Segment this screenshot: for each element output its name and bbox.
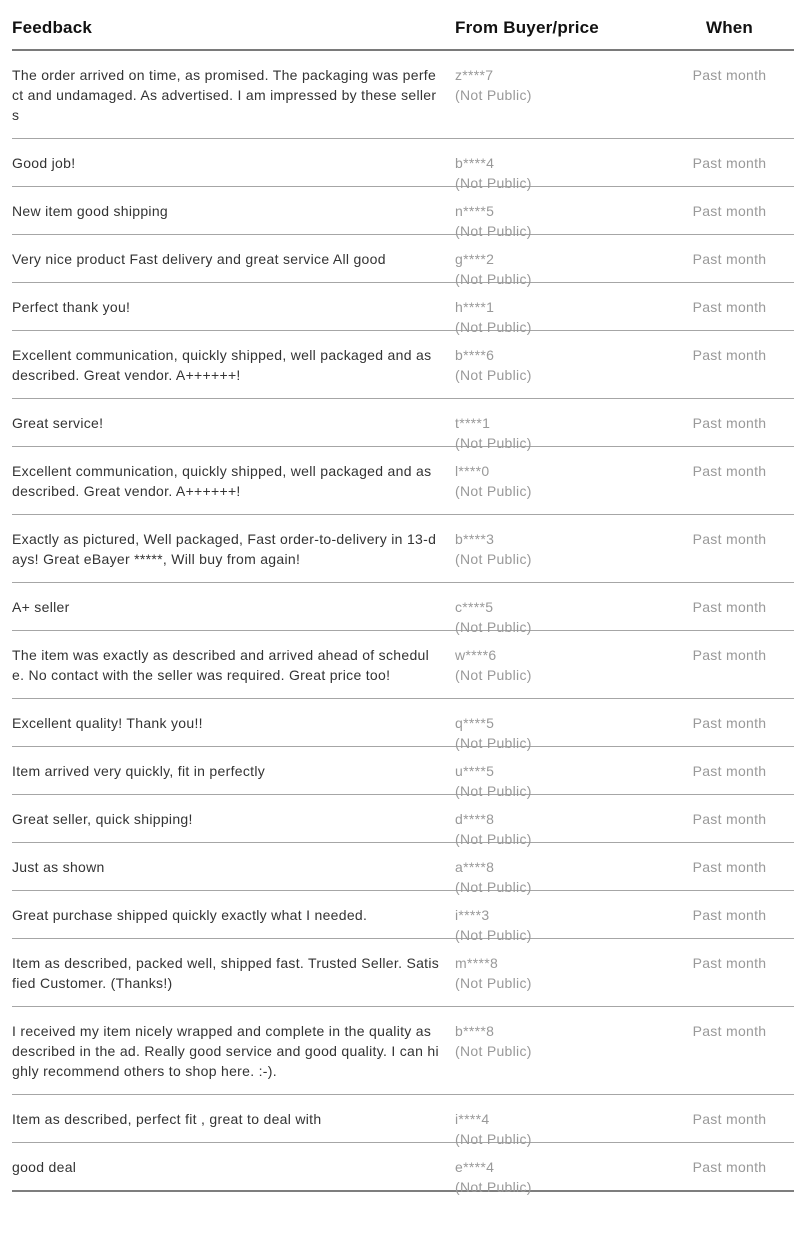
buyer-masked-id: b****4: [455, 155, 495, 171]
buyer-privacy-note: (Not Public): [455, 223, 532, 239]
feedback-when: Past month: [692, 155, 767, 171]
feedback-row: [12, 139, 794, 191]
feedback-row: [12, 891, 794, 943]
feedback-when: Past month: [692, 1111, 767, 1127]
buyer-cell: [455, 645, 665, 683]
feedback-when: Past month: [692, 203, 767, 219]
buyer-privacy-note: (Not Public): [455, 175, 532, 191]
buyer-masked-id: c****5: [455, 599, 494, 615]
column-header-when: When: [705, 18, 754, 37]
buyer-cell: [455, 529, 665, 567]
buyer-masked-id: q****5: [455, 715, 495, 731]
feedback-row: [12, 631, 794, 699]
feedback-comment: I received my item nicely wrapped and complete in the quality as described in the ad. Really good service and good quality. I can highly recommend others to shop here. :-).: [12, 1023, 439, 1079]
feedback-row: [12, 235, 794, 287]
buyer-privacy-note: (Not Public): [455, 271, 532, 287]
buyer-masked-id: d****8: [455, 811, 495, 827]
feedback-row: [12, 699, 794, 751]
buyer-privacy-note: (Not Public): [455, 551, 532, 567]
buyer-masked-id: z****7: [455, 67, 494, 83]
feedback-when: Past month: [692, 415, 767, 431]
feedback-when: Past month: [692, 251, 767, 267]
buyer-masked-id: a****8: [455, 859, 495, 875]
feedback-when: Past month: [692, 715, 767, 731]
buyer-masked-id: n****5: [455, 203, 495, 219]
buyer-cell: [455, 857, 665, 895]
feedback-comment: Very nice product Fast delivery and great service All good: [12, 251, 386, 267]
buyer-privacy-note: (Not Public): [455, 367, 532, 383]
feedback-comment: Great service!: [12, 415, 104, 431]
feedback-table-body: [12, 51, 794, 1195]
feedback-comment: Exactly as pictured, Well packaged, Fast order-to-delivery in 13-days! Great eBayer *****, Will buy from again!: [12, 531, 437, 567]
feedback-row: [12, 1007, 794, 1095]
buyer-masked-id: b****3: [455, 531, 495, 547]
buyer-privacy-note: (Not Public): [455, 435, 532, 451]
buyer-masked-id: u****5: [455, 763, 495, 779]
column-header-feedback: Feedback: [12, 18, 93, 37]
feedback-when: Past month: [692, 859, 767, 875]
buyer-masked-id: m****8: [455, 955, 499, 971]
feedback-row: [12, 447, 794, 515]
feedback-when: Past month: [692, 647, 767, 663]
buyer-masked-id: h****1: [455, 299, 495, 315]
buyer-privacy-note: (Not Public): [455, 831, 532, 847]
buyer-privacy-note: (Not Public): [455, 319, 532, 335]
feedback-row: [12, 1095, 794, 1147]
buyer-cell: [455, 1109, 665, 1147]
column-header-from-buyer-price: From Buyer/price: [455, 18, 599, 37]
feedback-row: [12, 939, 794, 1007]
feedback-comment: Great seller, quick shipping!: [12, 811, 193, 827]
buyer-cell: [455, 809, 665, 847]
buyer-cell: [455, 249, 665, 287]
feedback-when: Past month: [692, 599, 767, 615]
buyer-privacy-note: (Not Public): [455, 927, 532, 943]
buyer-privacy-note: (Not Public): [455, 1043, 532, 1059]
feedback-when: Past month: [692, 1159, 767, 1175]
buyer-masked-id: b****6: [455, 347, 495, 363]
feedback-comment: Just as shown: [12, 859, 105, 875]
buyer-cell: [455, 153, 665, 191]
feedback-row: [12, 583, 794, 635]
feedback-row: [12, 331, 794, 399]
feedback-row: [12, 399, 794, 451]
feedback-when: Past month: [692, 955, 767, 971]
feedback-table-header: [12, 17, 794, 51]
buyer-privacy-note: (Not Public): [455, 735, 532, 751]
buyer-privacy-note: (Not Public): [455, 783, 532, 799]
feedback-comment: Excellent communication, quickly shipped, well packaged and as described. Great vendor. A++++++!: [12, 463, 432, 499]
feedback-comment: Item as described, packed well, shipped fast. Trusted Seller. Satisfied Customer. (Thanks!): [12, 955, 440, 991]
buyer-masked-id: g****2: [455, 251, 495, 267]
feedback-comment: Excellent quality! Thank you!!: [12, 715, 203, 731]
feedback-row: [12, 51, 794, 139]
buyer-masked-id: i****4: [455, 1111, 490, 1127]
buyer-masked-id: l****0: [455, 463, 490, 479]
feedback-comment: Excellent communication, quickly shipped, well packaged and as described. Great vendor. A++++++!: [12, 347, 432, 383]
buyer-privacy-note: (Not Public): [455, 975, 532, 991]
feedback-when: Past month: [692, 299, 767, 315]
buyer-masked-id: i****3: [455, 907, 490, 923]
buyer-cell: [455, 761, 665, 799]
buyer-privacy-note: (Not Public): [455, 667, 532, 683]
feedback-when: Past month: [692, 531, 767, 547]
feedback-row: [12, 187, 794, 239]
buyer-cell: [455, 201, 665, 239]
feedback-comment: Good job!: [12, 155, 76, 171]
feedback-comment: New item good shipping: [12, 203, 169, 219]
feedback-when: Past month: [692, 811, 767, 827]
buyer-privacy-note: (Not Public): [455, 1179, 532, 1195]
buyer-privacy-note: (Not Public): [455, 619, 532, 635]
feedback-comment: The item was exactly as described and arrived ahead of schedule. No contact with the seller was required. Great price too!: [12, 647, 430, 683]
feedback-comment: Item arrived very quickly, fit in perfectly: [12, 763, 266, 779]
feedback-when: Past month: [692, 347, 767, 363]
feedback-comment: Item as described, perfect fit , great to deal with: [12, 1111, 322, 1127]
buyer-privacy-note: (Not Public): [455, 87, 532, 103]
buyer-cell: [455, 953, 665, 991]
feedback-table: [12, 17, 794, 1195]
buyer-cell: [455, 597, 665, 635]
feedback-row: [12, 283, 794, 335]
feedback-when: Past month: [692, 907, 767, 923]
buyer-cell: [455, 65, 665, 103]
buyer-cell: [455, 1021, 665, 1059]
feedback-row: [12, 747, 794, 799]
feedback-row: [12, 843, 794, 895]
feedback-when: Past month: [692, 67, 767, 83]
buyer-masked-id: b****8: [455, 1023, 495, 1039]
buyer-cell: [455, 413, 665, 451]
buyer-cell: [455, 461, 665, 499]
buyer-cell: [455, 905, 665, 943]
buyer-privacy-note: (Not Public): [455, 1131, 532, 1147]
buyer-masked-id: w****6: [455, 647, 497, 663]
feedback-row: [12, 795, 794, 847]
buyer-masked-id: e****4: [455, 1159, 495, 1175]
buyer-cell: [455, 297, 665, 335]
buyer-cell: [455, 713, 665, 751]
buyer-privacy-note: (Not Public): [455, 483, 532, 499]
feedback-when: Past month: [692, 763, 767, 779]
feedback-comment: Great purchase shipped quickly exactly what I needed.: [12, 907, 368, 923]
feedback-comment: good deal: [12, 1159, 77, 1175]
buyer-privacy-note: (Not Public): [455, 879, 532, 895]
buyer-cell: [455, 345, 665, 383]
feedback-row: [12, 1143, 794, 1195]
buyer-masked-id: t****1: [455, 415, 491, 431]
feedback-when: Past month: [692, 1023, 767, 1039]
buyer-cell: [455, 1157, 665, 1195]
feedback-comment: Perfect thank you!: [12, 299, 131, 315]
feedback-when: Past month: [692, 463, 767, 479]
feedback-comment: The order arrived on time, as promised. The packaging was perfect and undamaged. As advertised. I am impressed by these sellers: [12, 67, 437, 123]
feedback-comment: A+ seller: [12, 599, 70, 615]
feedback-row: [12, 515, 794, 583]
